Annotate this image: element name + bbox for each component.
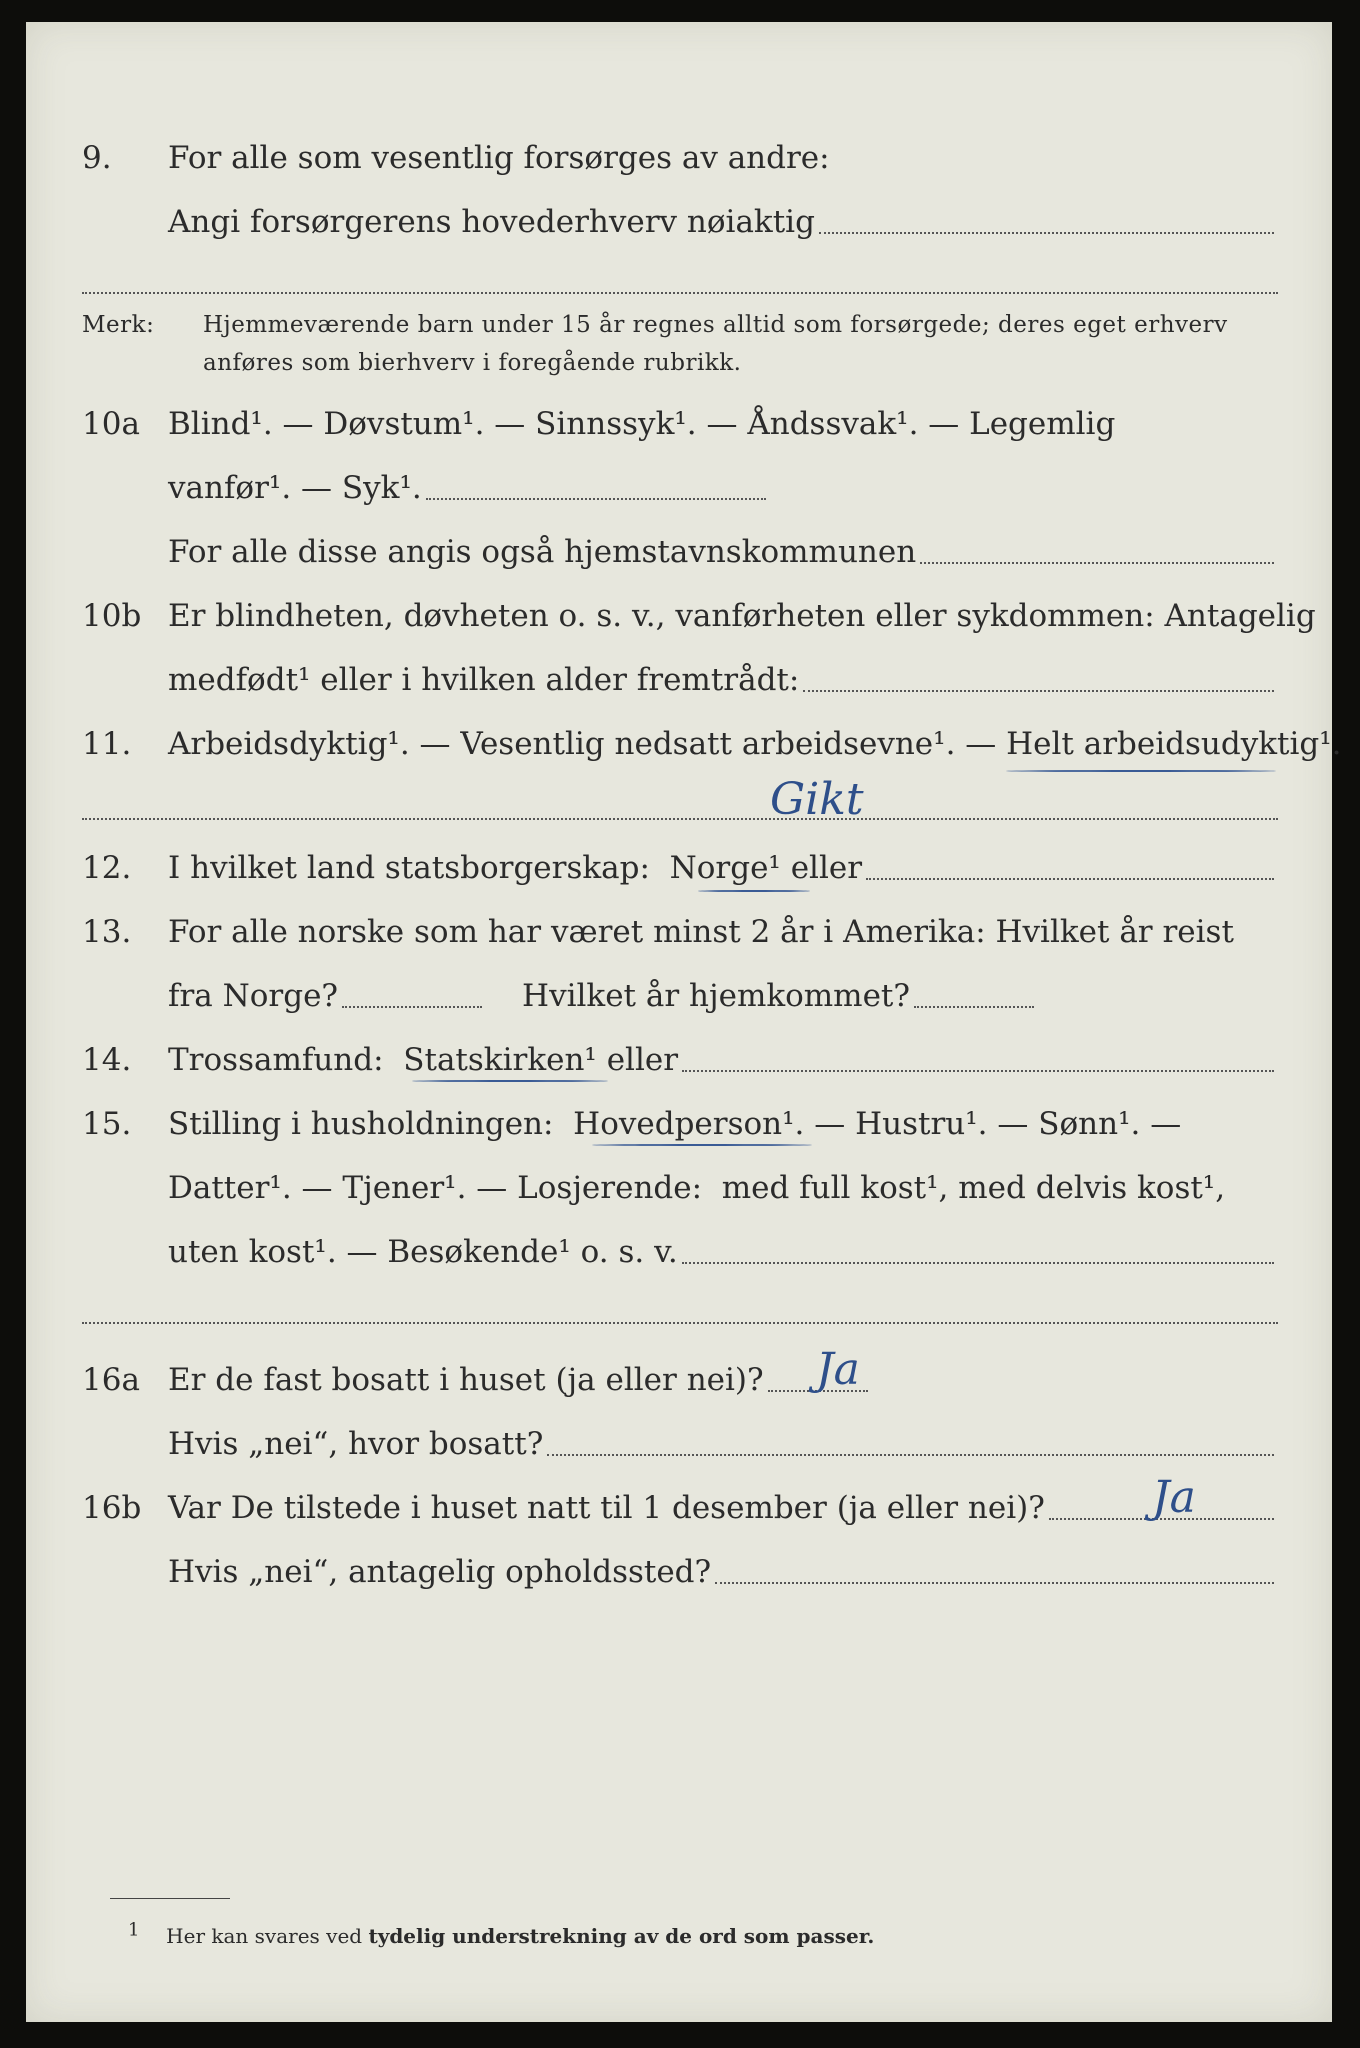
q10b-answer-field[interactable] [803,690,1274,692]
q13-hjemkommet-field[interactable] [914,1006,1034,1008]
footnote [128,1919,875,1950]
q11-line-1 [26,722,1342,766]
q13-number: 13. [82,914,132,950]
q11-options: Arbeidsdyktig¹. — Vesentlig nedsatt arbeidsevne¹. — Helt arbeidsudyktig¹. [168,726,1342,762]
q15-underline-mark [592,1144,812,1146]
q16b-line-1 [26,1486,1332,1530]
q16b-line-2 [26,1550,1332,1594]
q10b-number: 10b [82,598,142,634]
q11-handwritten-answer: Gikt [770,774,864,825]
q10b-line-1 [26,594,1332,638]
q16a-question: Er de fast bosatt i huset (ja eller nei)? [168,1362,764,1398]
q15-line-3 [26,1230,1332,1274]
q13-line-2 [26,974,1332,1018]
q10a-number: 10a [82,406,140,442]
q10b-line-2 [26,658,1332,702]
q10a-options-cont: vanfør¹. — Syk¹. [168,470,422,506]
merk-line-2: anføres som bierhverv i foregående rubrikk. [203,350,742,376]
q9-question: For alle som vesentlig forsørges av andre: [168,140,830,176]
q16a-number: 16a [82,1362,140,1398]
q12-number: 12. [82,850,132,886]
q14-answer-field[interactable] [682,1070,1274,1072]
q13-line-1 [26,910,1332,954]
q12-answer-field[interactable] [866,878,1274,880]
q13-question: For alle norske som har været minst 2 år i Amerika: Hvilket år reist [168,914,1234,950]
q10a-syk-field[interactable] [426,498,766,500]
q10a-hjemstavn-prompt: For alle disse angis også hjemstavnskommunen [168,534,917,570]
q13-reist-field[interactable] [342,1006,482,1008]
q16a-line-1 [26,1358,1332,1402]
q15-options-cont: Datter¹. — Tjener¹. — Losjerende: med full kost¹, med delvis kost¹, [168,1170,1226,1206]
q15-options: Stilling i husholdningen: Hovedperson¹. — Hustru¹. — Sønn¹. — [168,1106,1182,1142]
q16a-handwritten-answer: Ja [816,1344,860,1395]
separator [82,1322,1278,1324]
q11-number: 11. [82,726,132,762]
q11-underline-mark [1006,770,1276,772]
merk-note [82,306,1278,386]
q14-question: Trossamfund: Statskirken¹ eller [168,1042,679,1078]
q13-hjemkommet-prompt: Hvilket år hjemkommet? [522,978,911,1014]
q12-line-1 [26,846,1332,890]
q16a-followup-field[interactable] [547,1454,1274,1456]
footnote-mark: 1 [128,1919,140,1941]
q9-answer-field[interactable] [819,232,1274,234]
q10b-prompt: medfødt¹ eller i hvilken alder fremtrådt: [168,662,800,698]
footnote-bold-text: tydelig understrekning av de ord som passer. [368,1924,875,1948]
q16a-followup-prompt: Hvis „nei“, hvor bosatt? [168,1426,544,1462]
q16b-handwritten-answer: Ja [1152,1472,1196,1523]
footnote-rule [110,1898,230,1899]
census-form-page [26,22,1342,2022]
q15-line-1 [26,1102,1332,1146]
separator [82,818,1278,820]
q10b-question: Er blindheten, døvheten o. s. v., vanførheten eller sykdommen: Antagelig [168,598,1316,634]
q13-reist-prompt: fra Norge? [168,978,339,1014]
q16b-followup-field[interactable] [715,1582,1274,1584]
footnote-plain-text: Her kan svares ved [166,1924,363,1948]
q10a-hjemstavn-field[interactable] [920,562,1274,564]
q9-line-2 [26,200,1332,244]
q10a-options: Blind¹. — Døvstum¹. — Sinnssyk¹. — Åndssvak¹. — Legemlig [168,406,1116,442]
q12-question: I hvilket land statsborgerskap: Norge¹ eller [168,850,863,886]
q9-prompt: Angi forsørgerens hovederhverv nøiaktig [168,204,815,240]
q15-line-2 [26,1166,1332,1210]
q15-answer-field[interactable] [682,1262,1274,1264]
q10a-line-2 [26,466,1332,510]
q15-options-end: uten kost¹. — Besøkende¹ o. s. v. [168,1234,678,1270]
q16b-followup-prompt: Hvis „nei“, antagelig opholdssted? [168,1554,712,1590]
q15-number: 15. [82,1106,132,1142]
q9-line-1 [26,136,1332,180]
q16b-number: 16b [82,1490,142,1526]
q14-line-1 [26,1038,1332,1082]
scan-border-top [0,0,1360,22]
q9-number: 9. [82,140,112,176]
merk-line-1: Hjemmeværende barn under 15 år regnes alltid som forsørgede; deres eget erhverv [203,312,1228,338]
q14-number: 14. [82,1042,132,1078]
q14-underline-mark [412,1080,608,1082]
separator [82,292,1278,294]
merk-label: Merk: [82,312,155,338]
q10a-line-3 [26,530,1332,574]
q12-underline-mark [698,890,810,892]
q16b-question: Var De tilstede i huset natt til 1 desember (ja eller nei)? [168,1490,1045,1526]
q10a-line-1 [26,402,1332,446]
q16a-line-2 [26,1422,1332,1466]
